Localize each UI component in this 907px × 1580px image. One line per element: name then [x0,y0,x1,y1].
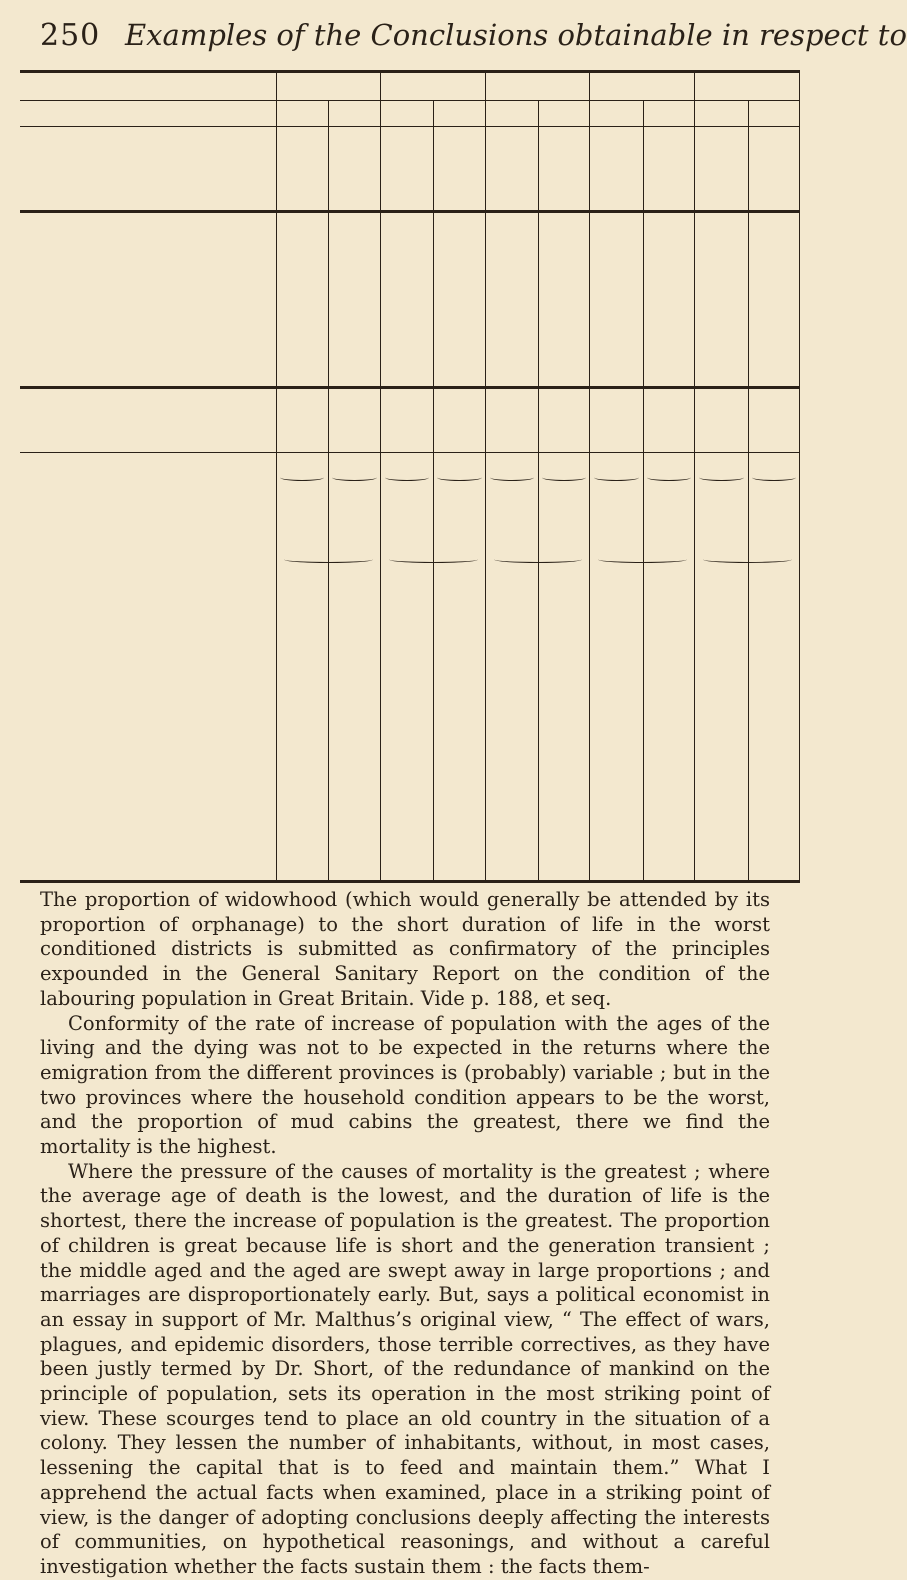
brace [437,474,481,481]
running-head: Examples of the Conclusions obtainable in respect to [125,18,907,52]
brace [699,474,743,481]
area-header [590,104,642,122]
body-text [40,888,770,1580]
houses-families-header [695,132,721,206]
houses-families-header [721,132,747,206]
area-header [748,104,800,122]
houses-families-header [564,132,590,206]
males-females-header [669,392,695,448]
males-females-header [328,392,354,448]
houses-families-header [617,132,643,206]
province-header [590,76,695,98]
houses-families-header [355,132,381,206]
area-header [538,104,590,122]
males-females-header [433,392,459,448]
paragraph: Conformity of the rate of increase of population with the ages of the living and the dying was not to be expected in the returns where the emigration from the different provinces is (probably) variable ; but in the two provinces where the household condition appears to be the worst, and the proportion of mud cabins the greatest, there we find the mortality is the highest. [40,1011,770,1159]
area-header [381,104,433,122]
column-rule [433,100,434,880]
province-header [486,76,591,98]
males-females-header [486,392,512,448]
brace [598,556,687,563]
houses-families-header [433,132,459,206]
males-females-header [355,392,381,448]
brace [542,474,586,481]
houses-families-header [486,132,512,206]
statistics-table [20,70,800,880]
paragraph: The proportion of widowhood (which would generally be attended by its proportion of orphanage) to the short duration of life in the worst conditioned districts is submitted as confirmatory of the principles expounded in the General Sanitary Report on the condition of the labouring population in Great Britain. Vide p. 188, et seq. [40,888,770,1010]
column-rule [748,100,749,880]
males-females-header [381,392,407,448]
houses-families-header [774,132,800,206]
males-females-header [302,392,328,448]
males-females-header [407,392,433,448]
males-females-header [538,392,564,448]
houses-families-header [512,132,538,206]
males-females-header [695,392,721,448]
brace [703,556,792,563]
males-females-header [774,392,800,448]
males-females-header [564,392,590,448]
column-rule [643,100,644,880]
houses-families-header [669,132,695,206]
brace [332,474,376,481]
rule [20,70,800,73]
province-header [381,76,486,98]
males-females-header [617,392,643,448]
area-header [433,104,485,122]
brace [752,474,796,481]
males-females-header [459,392,485,448]
area-header [328,104,380,122]
brace [647,474,691,481]
houses-families-header [748,132,774,206]
rule [20,210,800,213]
houses-families-header [459,132,485,206]
males-females-header [590,392,616,448]
males-females-header [748,392,774,448]
brace [490,474,534,481]
rule [20,126,800,127]
area-header [643,104,695,122]
province-header [695,76,800,98]
column-rule [538,100,539,880]
houses-families-header [590,132,616,206]
brace [284,556,373,563]
brace [494,556,583,563]
area-header [276,104,328,122]
houses-families-header [643,132,669,206]
page-header [0,0,907,60]
brace [389,556,478,563]
paragraph: Where the pressure of the causes of mortality is the greatest ; where the average age of death is the lowest, and the duration of life is the shortest, there the increase of population is the greatest. The proportion of children is great because life is short and the generation transient ; the middle aged and the aged are swept away in large proportions ; and marriages are disproportionately early. But, says a political economist in an essay in support of Mr. Malthus’s original view, “ The effect of wars, plagues, and epidemic disorders, those terrible correctives, as they have been justly termed by Dr. Short, of the redundance of mankind on the principle of population, sets its operation in the most striking point of view. These scourges tend to place an old country in the situation of a colony. They lessen the number of inhabitants, without, in most cases, lessening the capital that is to feed and maintain them.” What I apprehend the actual facts when examined, place in a striking point of view, is the danger of adopting conclusions deeply affecting the interests of communities, on hypothetical reasonings, and without a careful investigation whether the facts sustain them : the facts them- [40,1159,770,1578]
males-females-header [721,392,747,448]
houses-families-header [381,132,407,206]
rule [20,386,800,389]
rule [20,100,800,101]
brace [594,474,638,481]
brace [385,474,429,481]
males-females-header [276,392,302,448]
rule [20,880,800,883]
area-header [486,104,538,122]
page-number: 250 [40,18,101,53]
males-females-header [643,392,669,448]
area-header [695,104,747,122]
province-header [276,76,381,98]
rule [20,452,800,453]
males-females-header [512,392,538,448]
column-rule [328,100,329,880]
houses-families-header [407,132,433,206]
houses-families-header [538,132,564,206]
houses-families-header [276,132,302,206]
houses-families-header [302,132,328,206]
houses-families-header [328,132,354,206]
brace [280,474,324,481]
